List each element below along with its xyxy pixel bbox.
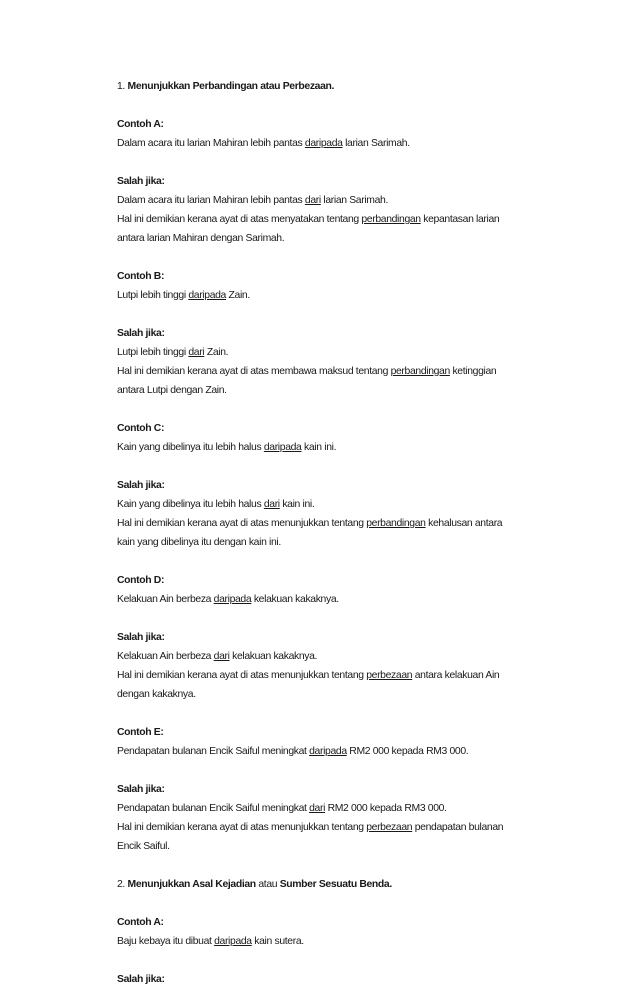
underlined-word: dari (188, 347, 205, 358)
bold-text: Salah jika: (117, 480, 165, 491)
text-segment: kain yang dibelinya itu dengan kain ini. (117, 537, 281, 548)
text-segment: antara Lutpi dengan Zain. (117, 385, 227, 396)
text-line (117, 818, 577, 837)
text-line (117, 134, 577, 153)
text-segment: 1. (117, 81, 128, 92)
underlined-word: daripada (188, 290, 226, 301)
underlined-word: daripada (309, 746, 347, 757)
text-segment: 2. (117, 879, 128, 890)
text-segment: Hal ini demikian kerana ayat di atas menyatakan tentang (117, 214, 362, 225)
text-segment: Hal ini demikian kerana ayat di atas menunjukkan tentang (117, 822, 367, 833)
text-line (117, 229, 577, 248)
text-segment: Dalam acara itu larian Mahiran lebih pantas (117, 138, 305, 149)
text-line (117, 77, 577, 96)
text-segment: ketinggian (449, 366, 497, 377)
text-segment: Pendapatan bulanan Encik Saiful meningkat (117, 746, 310, 757)
text-segment: Baju kebaya itu dibuat (117, 936, 215, 947)
text-line (117, 324, 577, 343)
text-segment: RM2 000 kepada RM3 000. (346, 746, 469, 757)
text-segment: Zain. (226, 290, 250, 301)
text-line (117, 267, 577, 286)
text-line (117, 742, 577, 761)
text-line (117, 571, 577, 590)
blank-line (117, 305, 577, 324)
text-segment: antara kelakuan Ain (412, 670, 500, 681)
text-segment: Kain yang dibelinya itu lebih halus (117, 499, 264, 510)
text-segment: Hal ini demikian kerana ayat di atas menunjukkan tentang (117, 518, 367, 529)
text-segment: Hal ini demikian kerana ayat di atas menunjukkan tentang (117, 670, 367, 681)
underlined-word: dari (304, 195, 321, 206)
text-line (117, 799, 577, 818)
document-page (117, 77, 577, 989)
bold-text: Menunjukkan Perbandingan atau Perbezaan. (127, 81, 335, 92)
text-line (117, 780, 577, 799)
text-segment: Lutpi lebih tinggi (117, 290, 189, 301)
text-line (117, 381, 577, 400)
text-line (117, 476, 577, 495)
text-line (117, 362, 577, 381)
text-segment: larian Sarimah. (320, 195, 389, 206)
text-line (117, 495, 577, 514)
underlined-word: perbandingan (366, 518, 426, 529)
text-line (117, 115, 577, 134)
blank-line (117, 856, 577, 875)
underlined-word: daripada (213, 594, 252, 605)
blank-line (117, 761, 577, 780)
blank-line (117, 552, 577, 571)
text-line (117, 723, 577, 742)
text-segment: dengan kakaknya. (117, 689, 196, 700)
text-segment: atau (255, 879, 280, 890)
bold-text: Salah jika: (117, 328, 165, 339)
text-line (117, 172, 577, 191)
underlined-word: perbezaan (366, 670, 413, 681)
text-line (117, 191, 577, 210)
blank-line (117, 951, 577, 970)
text-line (117, 419, 577, 438)
text-segment: kelakuan kakaknya. (229, 651, 318, 662)
text-segment: RM2 000 kepada RM3 000. (325, 803, 447, 814)
bold-text: Salah jika: (117, 176, 165, 187)
underlined-word: daripada (263, 442, 302, 453)
text-line (117, 666, 577, 685)
underlined-word: dari (309, 803, 326, 814)
bold-text: Sumber Sesuatu Benda. (279, 879, 392, 890)
bold-text: Salah jika: (117, 784, 165, 795)
text-segment: Hal ini demikian kerana ayat di atas membawa maksud tentang (117, 366, 391, 377)
text-segment: kehalusan antara (425, 518, 503, 529)
underlined-word: dari (263, 499, 280, 510)
text-line (117, 514, 577, 533)
text-line (117, 628, 577, 647)
blank-line (117, 400, 577, 419)
bold-text: Contoh A: (117, 119, 164, 130)
bold-text: Contoh C: (117, 423, 165, 434)
text-segment: Kain yang dibelinya itu lebih halus (117, 442, 264, 453)
bold-text: Contoh E: (117, 727, 164, 738)
text-segment: Zain. (204, 347, 229, 358)
text-segment: Lutpi lebih tinggi (117, 347, 189, 358)
bold-text: Menunjukkan Asal Kejadian (127, 879, 256, 890)
text-line (117, 647, 577, 666)
blank-line (117, 894, 577, 913)
underlined-word: daripada (214, 936, 252, 947)
text-segment: kelakuan kakaknya. (251, 594, 339, 605)
text-segment: Pendapatan bulanan Encik Saiful meningkat (117, 803, 310, 814)
text-segment: larian Sarimah. (342, 138, 410, 149)
bold-text: Contoh B: (117, 271, 165, 282)
text-line (117, 685, 577, 704)
bold-text: Contoh A: (117, 917, 164, 928)
blank-line (117, 704, 577, 723)
underlined-word: perbandingan (361, 214, 421, 225)
text-segment: Dalam acara itu larian Mahiran lebih pantas (117, 195, 305, 206)
underlined-word: dari (213, 651, 230, 662)
text-segment: antara larian Mahiran dengan Sarimah. (117, 233, 285, 244)
text-line (117, 932, 577, 951)
text-line (117, 913, 577, 932)
underlined-word: perbandingan (390, 366, 450, 377)
text-line (117, 438, 577, 457)
blank-line (117, 609, 577, 628)
text-segment: kain sutera. (251, 936, 304, 947)
bold-text: Contoh D: (117, 575, 165, 586)
text-line (117, 343, 577, 362)
text-line (117, 970, 577, 989)
text-segment: Kelakuan Ain berbeza (117, 594, 214, 605)
text-segment: kain ini. (279, 499, 315, 510)
text-segment: pendapatan bulanan (412, 822, 504, 833)
text-line (117, 837, 577, 856)
blank-line (117, 153, 577, 172)
text-line (117, 286, 577, 305)
blank-line (117, 457, 577, 476)
text-segment: kain ini. (301, 442, 337, 453)
blank-line (117, 96, 577, 115)
text-line (117, 590, 577, 609)
bold-text: Salah jika: (117, 974, 165, 985)
text-line (117, 533, 577, 552)
underlined-word: daripada (304, 138, 343, 149)
text-segment: Encik Saiful. (117, 841, 170, 852)
blank-line (117, 248, 577, 267)
underlined-word: perbezaan (366, 822, 413, 833)
text-segment: Kelakuan Ain berbeza (117, 651, 214, 662)
text-line (117, 210, 577, 229)
text-segment: kepantasan larian (420, 214, 500, 225)
text-line (117, 875, 577, 894)
bold-text: Salah jika: (117, 632, 165, 643)
